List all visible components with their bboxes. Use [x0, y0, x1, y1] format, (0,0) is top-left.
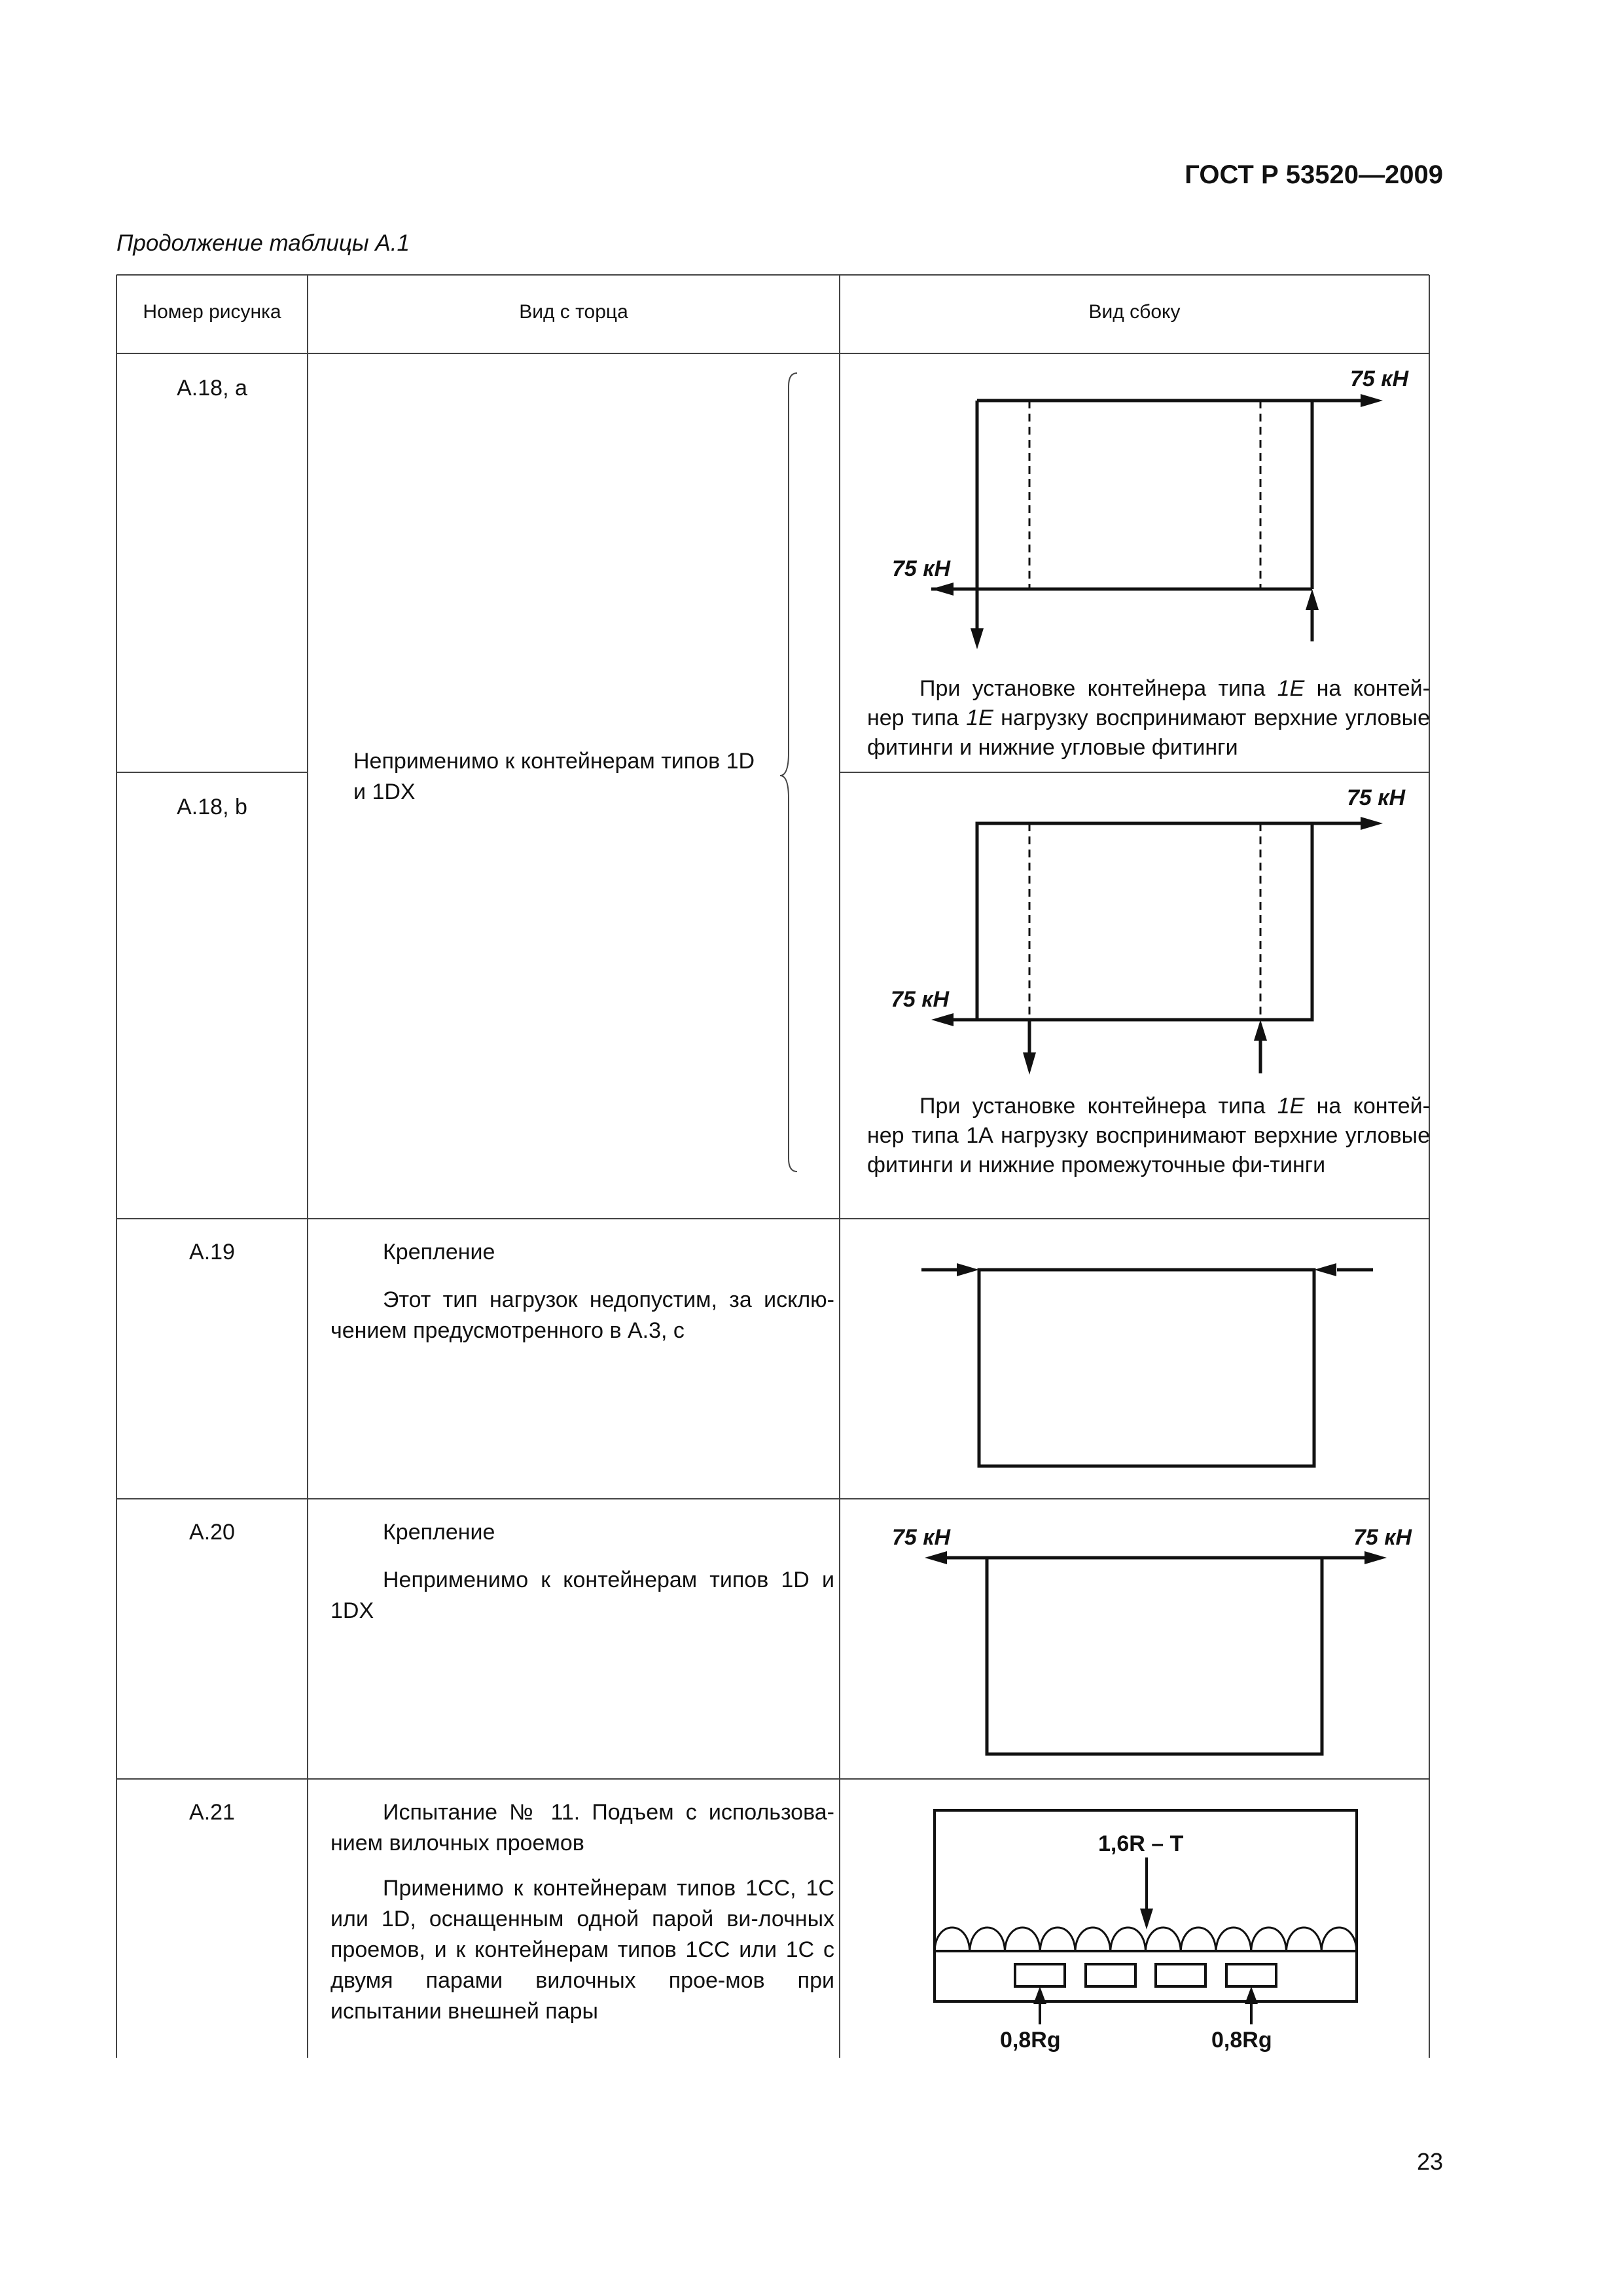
diagram-a18b: [840, 772, 1429, 1100]
diagram-a20: [840, 1499, 1429, 1779]
end-view-a20: [330, 1517, 834, 1626]
diagram-a19: [840, 1219, 1429, 1499]
diagram-a21: [840, 1779, 1429, 2058]
end-view-a19: [330, 1237, 834, 1346]
diagram-a18a: [840, 353, 1429, 681]
load-label-right: 75 кН: [1353, 1525, 1412, 1550]
end-view-a18-shared: Неприменимо к контейнерам типов 1D и 1DX: [353, 749, 755, 804]
load-label-top: 1,6R – T: [1098, 1831, 1184, 1856]
row-number-a18b: А.18, b: [177, 795, 247, 819]
caption-a18a: При установке контейнера типа 1E на контей-нер типа 1E нагрузку воспринимают верхние угловые фитинги и нижние угловые фитинги: [867, 676, 1431, 760]
row-number-a19: А.19: [189, 1240, 235, 1265]
column-header-number: Номер рисунка: [143, 301, 281, 323]
end-view-title: Крепление: [383, 1240, 495, 1265]
end-view-text: Неприменимо к контейнерам типов 1D и 1DX: [330, 1568, 834, 1623]
distributed-load-curve: [935, 1928, 1357, 1951]
row-number-a18a: А.18, a: [177, 376, 247, 401]
end-view-text: Применимо к контейнерам типов 1СС, 1С или 1D, оснащенным одной парой ви-лочных проемов, и к контейнерам типов 1СС или 1С с двумя парами вилочных прое-мов при испытании внешней пары: [330, 1876, 834, 2024]
end-view-text: Этот тип нагрузок недопустим, за исклю-чением предусмотренного в А.3, с: [330, 1287, 834, 1343]
load-label-left: 75 кН: [892, 1525, 951, 1550]
standard-header: ГОСТ Р 53520—2009: [1185, 160, 1443, 189]
load-label-bottom: 75 кН: [892, 556, 951, 581]
row-number-a21: А.21: [189, 1800, 235, 1825]
table-continuation-title: Продолжение таблицы А.1: [116, 230, 410, 256]
end-view-title: Испытание № 11. Подъем с использова-нием вилочных проемов: [330, 1800, 834, 1856]
page-number: 23: [1416, 2148, 1443, 2175]
brace-icon: [780, 373, 797, 1172]
column-header-side-view: Вид сбоку: [1088, 301, 1181, 323]
load-label-top: 75 кН: [1347, 785, 1406, 810]
column-header-end-view: Вид с торца: [519, 301, 628, 323]
caption-a18b: При установке контейнера типа 1E на контей-нер типа 1А нагрузку воспринимают верхние угловые фитинги и нижние промежуточные фи-тинги: [867, 1094, 1430, 1177]
end-view-title: Крепление: [383, 1520, 495, 1545]
row-number-a20: А.20: [189, 1520, 235, 1545]
load-label-top: 75 кН: [1350, 367, 1409, 391]
end-view-a21: [330, 1797, 834, 2027]
load-label-right: 0,8Rg: [1211, 2028, 1272, 2053]
load-label-left: 0,8Rg: [1000, 2028, 1061, 2053]
load-label-bottom: 75 кН: [891, 987, 950, 1012]
